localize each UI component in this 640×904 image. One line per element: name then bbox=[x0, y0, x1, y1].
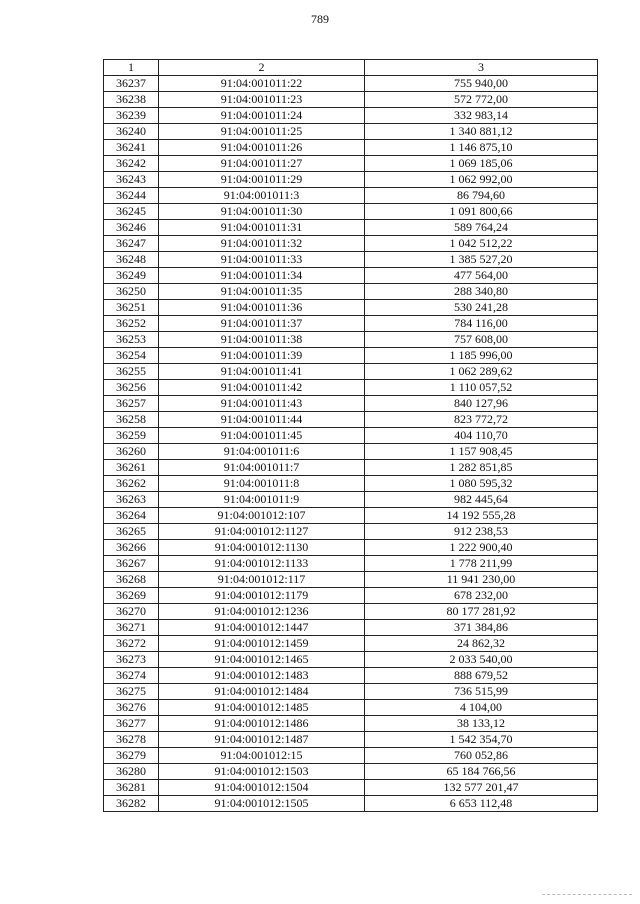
row-index-cell: 36271 bbox=[104, 620, 159, 636]
row-index-cell: 36265 bbox=[104, 524, 159, 540]
row-index-cell: 36239 bbox=[104, 108, 159, 124]
cadastral-value-cell: 757 608,00 bbox=[365, 332, 598, 348]
cadastral-number-cell: 91:04:001011:26 bbox=[159, 140, 365, 156]
cadastral-number-cell: 91:04:001012:117 bbox=[159, 572, 365, 588]
row-index-cell: 36257 bbox=[104, 396, 159, 412]
table-row bbox=[104, 92, 598, 108]
cadastral-number-cell: 91:04:001012:1127 bbox=[159, 524, 365, 540]
row-index-cell: 36253 bbox=[104, 332, 159, 348]
cadastral-value-cell: 982 445,64 bbox=[365, 492, 598, 508]
row-index-cell: 36256 bbox=[104, 380, 159, 396]
row-index-cell: 36266 bbox=[104, 540, 159, 556]
cadastral-value-cell: 1 069 185,06 bbox=[365, 156, 598, 172]
table-row bbox=[104, 652, 598, 668]
table-row bbox=[104, 604, 598, 620]
row-index-cell: 36273 bbox=[104, 652, 159, 668]
cadastral-value-cell: 530 241,28 bbox=[365, 300, 598, 316]
table-row bbox=[104, 668, 598, 684]
table-row bbox=[104, 588, 598, 604]
row-index-cell: 36267 bbox=[104, 556, 159, 572]
cadastral-value-cell: 1 110 057,52 bbox=[365, 380, 598, 396]
cadastral-number-cell: 91:04:001011:27 bbox=[159, 156, 365, 172]
row-index-cell: 36275 bbox=[104, 684, 159, 700]
table-row bbox=[104, 716, 598, 732]
row-index-cell: 36247 bbox=[104, 236, 159, 252]
cadastral-number-cell: 91:04:001011:30 bbox=[159, 204, 365, 220]
cadastral-value-cell: 823 772,72 bbox=[365, 412, 598, 428]
cadastral-value-cell: 1 222 900,40 bbox=[365, 540, 598, 556]
table-row bbox=[104, 748, 598, 764]
cadastral-value-cell: 86 794,60 bbox=[365, 188, 598, 204]
row-index-cell: 36270 bbox=[104, 604, 159, 620]
table-row bbox=[104, 492, 598, 508]
cadastral-value-cell: 736 515,99 bbox=[365, 684, 598, 700]
cadastral-number-cell: 91:04:001011:7 bbox=[159, 460, 365, 476]
table-row bbox=[104, 636, 598, 652]
cadastral-value-cell: 65 184 766,56 bbox=[365, 764, 598, 780]
cadastral-number-cell: 91:04:001011:44 bbox=[159, 412, 365, 428]
cadastral-number-cell: 91:04:001011:35 bbox=[159, 284, 365, 300]
table-header-row bbox=[104, 60, 598, 76]
cadastral-number-cell: 91:04:001011:38 bbox=[159, 332, 365, 348]
cadastral-number-cell: 91:04:001012:1459 bbox=[159, 636, 365, 652]
row-index-cell: 36242 bbox=[104, 156, 159, 172]
table-row bbox=[104, 572, 598, 588]
cadastral-number-cell: 91:04:001011:36 bbox=[159, 300, 365, 316]
cadastral-value-cell: 760 052,86 bbox=[365, 748, 598, 764]
table-row bbox=[104, 796, 598, 812]
cadastral-value-cell: 1 340 881,12 bbox=[365, 124, 598, 140]
cadastral-number-cell: 91:04:001011:25 bbox=[159, 124, 365, 140]
cadastral-value-cell: 332 983,14 bbox=[365, 108, 598, 124]
cadastral-value-cell: 6 653 112,48 bbox=[365, 796, 598, 812]
column-header-1: 1 bbox=[104, 60, 159, 76]
cadastral-value-cell: 80 177 281,92 bbox=[365, 604, 598, 620]
cadastral-number-cell: 91:04:001012:107 bbox=[159, 508, 365, 524]
cadastral-number-cell: 91:04:001012:1447 bbox=[159, 620, 365, 636]
cadastral-value-cell: 38 133,12 bbox=[365, 716, 598, 732]
cadastral-number-cell: 91:04:001011:32 bbox=[159, 236, 365, 252]
cadastral-value-cell: 912 238,53 bbox=[365, 524, 598, 540]
table-row bbox=[104, 380, 598, 396]
cadastral-number-cell: 91:04:001012:1486 bbox=[159, 716, 365, 732]
table-row bbox=[104, 268, 598, 284]
cadastral-value-cell: 1 062 289,62 bbox=[365, 364, 598, 380]
cadastral-number-cell: 91:04:001011:43 bbox=[159, 396, 365, 412]
table-row bbox=[104, 204, 598, 220]
table-row bbox=[104, 476, 598, 492]
cadastral-number-cell: 91:04:001011:9 bbox=[159, 492, 365, 508]
table-row bbox=[104, 684, 598, 700]
cadastral-value-cell: 132 577 201,47 bbox=[365, 780, 598, 796]
cadastral-number-cell: 91:04:001011:24 bbox=[159, 108, 365, 124]
row-index-cell: 36243 bbox=[104, 172, 159, 188]
row-index-cell: 36272 bbox=[104, 636, 159, 652]
cadastral-value-cell: 1 080 595,32 bbox=[365, 476, 598, 492]
table-row bbox=[104, 332, 598, 348]
row-index-cell: 36268 bbox=[104, 572, 159, 588]
table-row bbox=[104, 444, 598, 460]
table-row bbox=[104, 556, 598, 572]
cadastral-number-cell: 91:04:001012:1236 bbox=[159, 604, 365, 620]
row-index-cell: 36240 bbox=[104, 124, 159, 140]
row-index-cell: 36254 bbox=[104, 348, 159, 364]
cadastral-number-cell: 91:04:001012:1133 bbox=[159, 556, 365, 572]
table-row bbox=[104, 428, 598, 444]
table-row bbox=[104, 156, 598, 172]
cadastral-number-cell: 91:04:001012:1483 bbox=[159, 668, 365, 684]
cadastral-number-cell: 91:04:001012:1465 bbox=[159, 652, 365, 668]
table-row bbox=[104, 764, 598, 780]
row-index-cell: 36259 bbox=[104, 428, 159, 444]
cadastral-value-cell: 2 033 540,00 bbox=[365, 652, 598, 668]
cadastral-number-cell: 91:04:001012:1505 bbox=[159, 796, 365, 812]
table-row bbox=[104, 364, 598, 380]
cadastral-value-cell: 477 564,00 bbox=[365, 268, 598, 284]
row-index-cell: 36260 bbox=[104, 444, 159, 460]
row-index-cell: 36237 bbox=[104, 76, 159, 92]
cadastral-value-cell: 11 941 230,00 bbox=[365, 572, 598, 588]
table-row bbox=[104, 236, 598, 252]
cadastral-value-cell: 1 778 211,99 bbox=[365, 556, 598, 572]
row-index-cell: 36264 bbox=[104, 508, 159, 524]
table-row bbox=[104, 172, 598, 188]
table-row bbox=[104, 76, 598, 92]
cadastral-number-cell: 91:04:001011:23 bbox=[159, 92, 365, 108]
table-row bbox=[104, 412, 598, 428]
cadastral-value-cell: 589 764,24 bbox=[365, 220, 598, 236]
row-index-cell: 36281 bbox=[104, 780, 159, 796]
table-row bbox=[104, 508, 598, 524]
row-index-cell: 36238 bbox=[104, 92, 159, 108]
cadastral-value-cell: 784 116,00 bbox=[365, 316, 598, 332]
row-index-cell: 36241 bbox=[104, 140, 159, 156]
row-index-cell: 36261 bbox=[104, 460, 159, 476]
row-index-cell: 36248 bbox=[104, 252, 159, 268]
cadastral-value-cell: 572 772,00 bbox=[365, 92, 598, 108]
cadastral-number-cell: 91:04:001011:34 bbox=[159, 268, 365, 284]
cadastral-number-cell: 91:04:001011:8 bbox=[159, 476, 365, 492]
cadastral-value-cell: 1 385 527,20 bbox=[365, 252, 598, 268]
table-row bbox=[104, 140, 598, 156]
row-index-cell: 36262 bbox=[104, 476, 159, 492]
cadastral-number-cell: 91:04:001011:31 bbox=[159, 220, 365, 236]
cadastral-number-cell: 91:04:001012:1130 bbox=[159, 540, 365, 556]
cadastral-value-cell: 1 185 996,00 bbox=[365, 348, 598, 364]
cadastral-number-cell: 91:04:001011:37 bbox=[159, 316, 365, 332]
table-row bbox=[104, 300, 598, 316]
cadastral-value-cell: 888 679,52 bbox=[365, 668, 598, 684]
row-index-cell: 36244 bbox=[104, 188, 159, 204]
cadastral-number-cell: 91:04:001012:15 bbox=[159, 748, 365, 764]
row-index-cell: 36274 bbox=[104, 668, 159, 684]
table-row bbox=[104, 316, 598, 332]
row-index-cell: 36269 bbox=[104, 588, 159, 604]
table-row bbox=[104, 396, 598, 412]
row-index-cell: 36278 bbox=[104, 732, 159, 748]
cadastral-value-cell: 1 542 354,70 bbox=[365, 732, 598, 748]
cadastral-value-cell: 1 157 908,45 bbox=[365, 444, 598, 460]
row-index-cell: 36245 bbox=[104, 204, 159, 220]
cadastral-value-cell: 840 127,96 bbox=[365, 396, 598, 412]
row-index-cell: 36263 bbox=[104, 492, 159, 508]
table-row bbox=[104, 220, 598, 236]
cadastral-number-cell: 91:04:001011:41 bbox=[159, 364, 365, 380]
cadastral-number-cell: 91:04:001012:1503 bbox=[159, 764, 365, 780]
table-row bbox=[104, 460, 598, 476]
table-row bbox=[104, 348, 598, 364]
table-row bbox=[104, 540, 598, 556]
cadastral-value-cell: 14 192 555,28 bbox=[365, 508, 598, 524]
cadastral-value-cell: 1 042 512,22 bbox=[365, 236, 598, 252]
table-body bbox=[104, 76, 598, 812]
row-index-cell: 36277 bbox=[104, 716, 159, 732]
row-index-cell: 36251 bbox=[104, 300, 159, 316]
column-header-2: 2 bbox=[159, 60, 365, 76]
cadastral-number-cell: 91:04:001012:1485 bbox=[159, 700, 365, 716]
table-row bbox=[104, 188, 598, 204]
cadastral-value-cell: 1 282 851,85 bbox=[365, 460, 598, 476]
cadastral-value-cell: 4 104,00 bbox=[365, 700, 598, 716]
cadastral-value-cell: 288 340,80 bbox=[365, 284, 598, 300]
row-index-cell: 36250 bbox=[104, 284, 159, 300]
cadastral-number-cell: 91:04:001011:29 bbox=[159, 172, 365, 188]
cadastral-number-cell: 91:04:001011:33 bbox=[159, 252, 365, 268]
cadastral-number-cell: 91:04:001012:1504 bbox=[159, 780, 365, 796]
cadastral-number-cell: 91:04:001011:6 bbox=[159, 444, 365, 460]
table-row bbox=[104, 524, 598, 540]
row-index-cell: 36249 bbox=[104, 268, 159, 284]
cadastral-number-cell: 91:04:001012:1179 bbox=[159, 588, 365, 604]
cadastral-value-cell: 404 110,70 bbox=[365, 428, 598, 444]
cadastral-value-cell: 678 232,00 bbox=[365, 588, 598, 604]
cadastral-number-cell: 91:04:001012:1487 bbox=[159, 732, 365, 748]
column-header-3: 3 bbox=[365, 60, 598, 76]
table-row bbox=[104, 108, 598, 124]
row-index-cell: 36255 bbox=[104, 364, 159, 380]
page-number: 789 bbox=[311, 12, 329, 26]
row-index-cell: 36276 bbox=[104, 700, 159, 716]
cadastral-value-cell: 24 862,32 bbox=[365, 636, 598, 652]
table-row bbox=[104, 620, 598, 636]
cadastral-value-table bbox=[103, 59, 598, 812]
cadastral-number-cell: 91:04:001011:42 bbox=[159, 380, 365, 396]
cadastral-number-cell: 91:04:001012:1484 bbox=[159, 684, 365, 700]
cadastral-number-cell: 91:04:001011:45 bbox=[159, 428, 365, 444]
cadastral-value-cell: 1 091 800,66 bbox=[365, 204, 598, 220]
table-row bbox=[104, 284, 598, 300]
row-index-cell: 36258 bbox=[104, 412, 159, 428]
table-row bbox=[104, 124, 598, 140]
cadastral-value-cell: 371 384,86 bbox=[365, 620, 598, 636]
cadastral-value-cell: 1 146 875,10 bbox=[365, 140, 598, 156]
table-row bbox=[104, 252, 598, 268]
row-index-cell: 36252 bbox=[104, 316, 159, 332]
scan-artifact-line bbox=[542, 894, 632, 896]
row-index-cell: 36280 bbox=[104, 764, 159, 780]
cadastral-value-cell: 1 062 992,00 bbox=[365, 172, 598, 188]
cadastral-number-cell: 91:04:001011:3 bbox=[159, 188, 365, 204]
table-row bbox=[104, 732, 598, 748]
table-row bbox=[104, 700, 598, 716]
row-index-cell: 36279 bbox=[104, 748, 159, 764]
row-index-cell: 36246 bbox=[104, 220, 159, 236]
cadastral-value-cell: 755 940,00 bbox=[365, 76, 598, 92]
row-index-cell: 36282 bbox=[104, 796, 159, 812]
table-row bbox=[104, 780, 598, 796]
cadastral-number-cell: 91:04:001011:39 bbox=[159, 348, 365, 364]
cadastral-number-cell: 91:04:001011:22 bbox=[159, 76, 365, 92]
